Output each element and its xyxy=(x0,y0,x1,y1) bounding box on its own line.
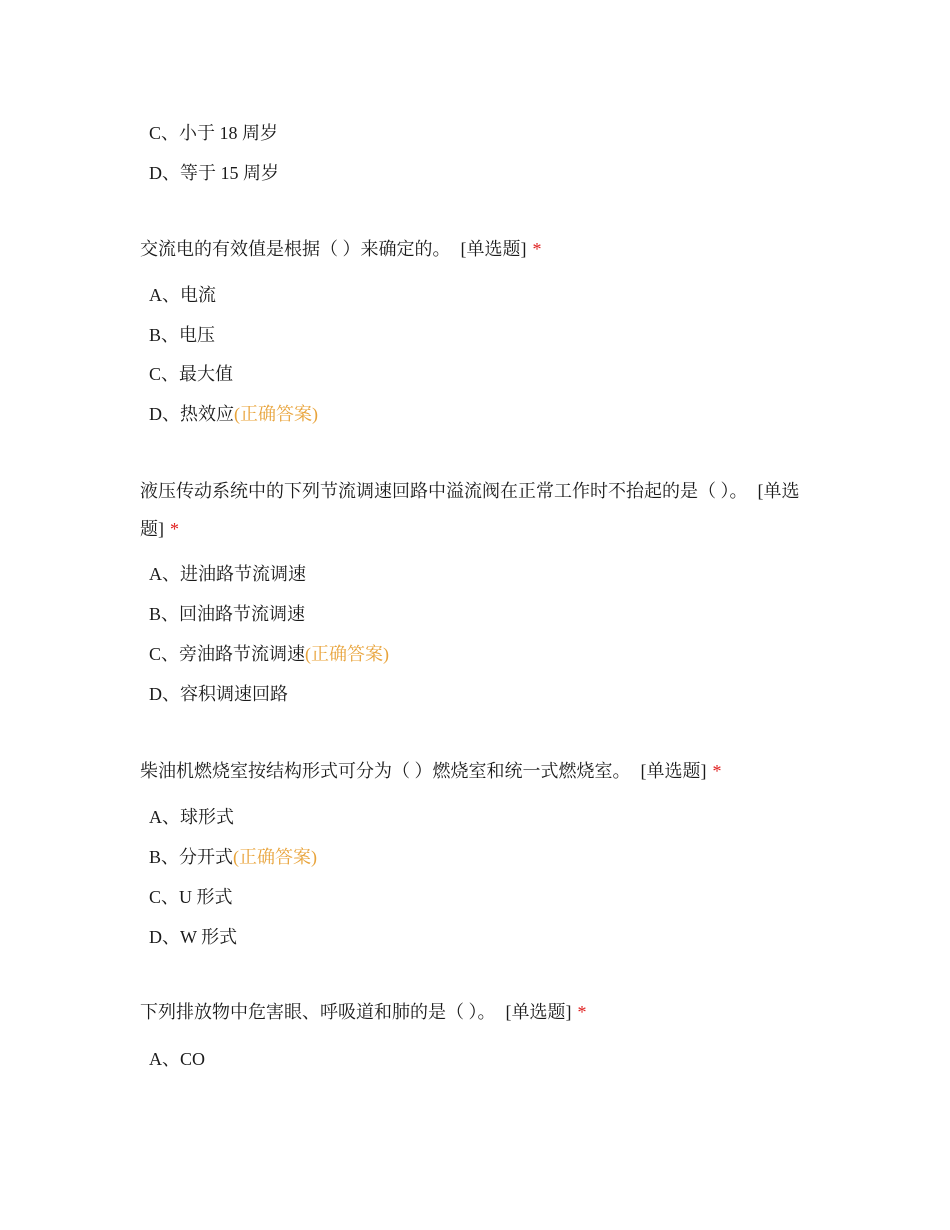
option[interactable] xyxy=(149,682,288,706)
question-type-tag: [单选题] xyxy=(140,481,800,539)
option-label: A、电流 xyxy=(149,285,216,305)
option-label: D、等于 15 周岁 xyxy=(149,163,279,183)
option-label: A、进油路节流调速 xyxy=(149,564,306,584)
question-text: 柴油机燃烧室按结构形式可分为（ ）燃烧室和统一式燃烧室。 xyxy=(140,761,631,781)
option-label: D、容积调速回路 xyxy=(149,684,288,704)
option-label: C、小于 18 周岁 xyxy=(149,123,279,143)
option[interactable] xyxy=(149,362,233,386)
question-title xyxy=(140,472,820,548)
question-text: 液压传动系统中的下列节流调速回路中溢流阀在正常工作时不抬起的是（ ）。 xyxy=(140,481,748,501)
option-label: B、回油路节流调速 xyxy=(149,604,306,624)
required-mark: * xyxy=(532,239,542,259)
option[interactable] xyxy=(149,562,306,586)
option[interactable] xyxy=(149,1047,205,1071)
option[interactable] xyxy=(149,121,278,145)
option-label: D、热效应 xyxy=(149,404,234,424)
option-label: B、电压 xyxy=(149,325,216,345)
correct-answer-badge: (正确答案) xyxy=(305,644,390,664)
option-label: A、CO xyxy=(149,1049,206,1069)
required-mark: * xyxy=(712,761,722,781)
question-type-tag: [单选题] xyxy=(460,239,527,259)
option[interactable] xyxy=(149,805,234,829)
option[interactable] xyxy=(149,283,216,307)
option-label: C、最大值 xyxy=(149,364,234,384)
correct-answer-badge: (正确答案) xyxy=(233,847,318,867)
option[interactable] xyxy=(149,925,237,949)
question-type-tag: [单选题] xyxy=(505,1002,572,1022)
question-title xyxy=(140,993,820,1031)
question-type-tag: [单选题] xyxy=(640,761,707,781)
correct-answer-badge: (正确答案) xyxy=(234,404,318,424)
question-text: 交流电的有效值是根据（ ）来确定的。 xyxy=(140,239,451,259)
option-label: B、分开式 xyxy=(149,847,234,867)
option[interactable] xyxy=(149,402,318,426)
option-label: C、U 形式 xyxy=(149,887,233,907)
option-label: C、旁油路节流调速 xyxy=(149,644,306,664)
option[interactable] xyxy=(149,602,305,626)
option[interactable] xyxy=(149,323,215,347)
option-label: D、W 形式 xyxy=(149,927,238,947)
question-title xyxy=(140,230,820,268)
option-label: A、球形式 xyxy=(149,807,234,827)
option[interactable] xyxy=(149,161,279,185)
option[interactable] xyxy=(149,642,389,666)
option[interactable] xyxy=(149,845,317,869)
question-title xyxy=(140,752,820,790)
required-mark: * xyxy=(170,519,179,539)
option[interactable] xyxy=(149,885,233,909)
question-text: 下列排放物中危害眼、呼吸道和肺的是（ ）。 xyxy=(140,1002,496,1022)
required-mark: * xyxy=(577,1002,587,1022)
